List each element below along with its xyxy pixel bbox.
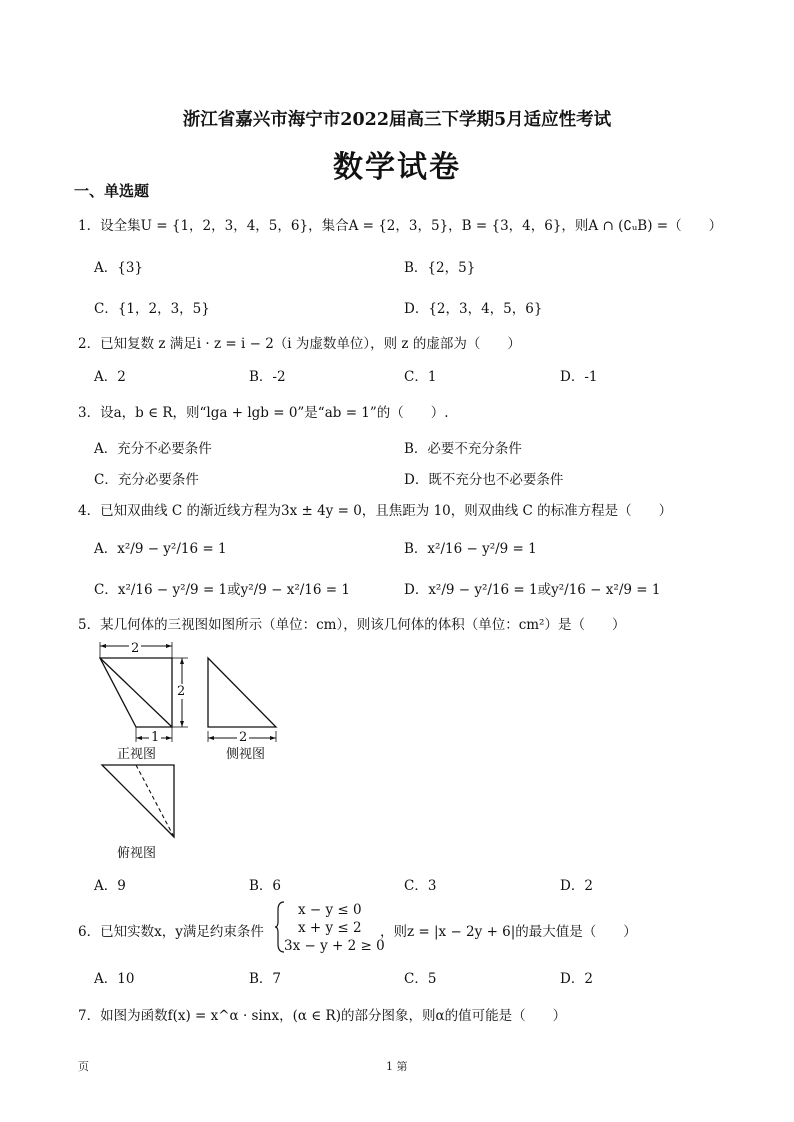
dim-label-right: 2 — [177, 684, 186, 699]
question-5-option-b: B．6 — [249, 878, 282, 894]
question-3-option-c: C．充分必要条件 — [94, 472, 199, 488]
question-1-stem: 1．设全集U = {1，2，3，4，5，6}，集合A = {2，3，5}，B = {3，4，6}，则A ∩ (∁ᵤB) =（ ） — [78, 218, 723, 234]
question-4-stem: 4．已知双曲线 C 的渐近线方程为3x ± 4y = 0，且焦距为 10，则双曲线 C 的标准方程是（ ） — [78, 503, 673, 519]
question-5-option-a: A．9 — [94, 878, 126, 894]
question-4-option-d: D．x²/9 − y²/16 = 1或y²/16 − x²/9 = 1 — [404, 582, 661, 598]
question-3-option-a: A．充分不必要条件 — [94, 441, 212, 457]
question-3-option-d: D．既不充分也不必要条件 — [404, 472, 564, 488]
question-6-option-a: A．10 — [94, 971, 135, 987]
question-1-option-d: D．{2，3，4，5，6} — [404, 301, 543, 317]
question-6-option-b: B．7 — [249, 971, 282, 987]
question-2-stem: 2．已知复数 z 满足i · z = i − 2（i 为虚数单位），则 z 的虚部为（ ） — [78, 336, 521, 352]
front-view-label: 正视图 — [117, 747, 157, 762]
question-1-option-c: C．{1，2，3，5} — [94, 301, 210, 317]
question-5-stem: 5．某几何体的三视图如图所示（单位：cm），则该几何体的体积（单位：cm²）是（ ） — [78, 617, 626, 633]
question-2-option-a: A．2 — [94, 369, 126, 385]
question-5-option-d: D．2 — [560, 878, 593, 894]
question-3-option-b: B．必要不充分条件 — [404, 441, 522, 457]
question-6-stem-suffix: ，则z = |x − 2y + 6|的最大值是（ ） — [380, 924, 637, 940]
question-2-option-c: C．1 — [404, 369, 437, 385]
question-7-stem: 7．如图为函数f(x) = x^α · sinx，(α ∈ R)的部分图象，则α的值可能是（ ） — [78, 1008, 567, 1024]
constraint-1: x − y ≤ 0 — [298, 902, 362, 918]
question-3-stem: 3．设a，b ∈ R，则“lga + lgb = 0”是“ab = 1”的（ ）. — [78, 405, 449, 421]
question-4-option-c: C．x²/16 − y²/9 = 1或y²/9 − x²/16 = 1 — [94, 582, 350, 598]
top-view-label: 俯视图 — [117, 846, 157, 861]
question-6-option-c: C．5 — [404, 971, 437, 987]
page-subtitle: 数学试卷 — [333, 150, 461, 185]
side-view-label: 侧视图 — [226, 747, 266, 762]
question-6-stem-prefix: 6．已知实数x，y满足约束条件 — [78, 924, 264, 940]
footer-left: 页 — [78, 1060, 89, 1073]
top-view-drawing — [102, 765, 174, 837]
front-view-drawing — [100, 642, 188, 742]
question-1-option-b: B．{2，5} — [404, 260, 476, 276]
constraint-2: x + y ≤ 2 — [298, 920, 362, 936]
section-heading: 一、单选题 — [74, 182, 150, 200]
constraint-3: 3x − y + 2 ≥ 0 — [284, 938, 385, 954]
question-6-option-d: D．2 — [560, 971, 593, 987]
question-2-option-b: B．-2 — [249, 369, 286, 385]
question-5-option-c: C．3 — [404, 878, 437, 894]
question-1-option-a: A．{3} — [94, 260, 144, 276]
question-4-option-b: B．x²/16 − y²/9 = 1 — [404, 541, 537, 557]
dim-label-side: 2 — [239, 730, 248, 745]
question-2-option-d: D．-1 — [560, 369, 598, 385]
dim-label-top: 2 — [131, 641, 140, 656]
dim-label-bottom: 1 — [151, 730, 160, 745]
question-4-option-a: A．x²/9 − y²/16 = 1 — [94, 541, 227, 557]
footer-page-number: 1 第 — [386, 1060, 408, 1073]
page-title: 浙江省嘉兴市海宁市2022届高三下学期5月适应性考试 — [182, 110, 612, 130]
